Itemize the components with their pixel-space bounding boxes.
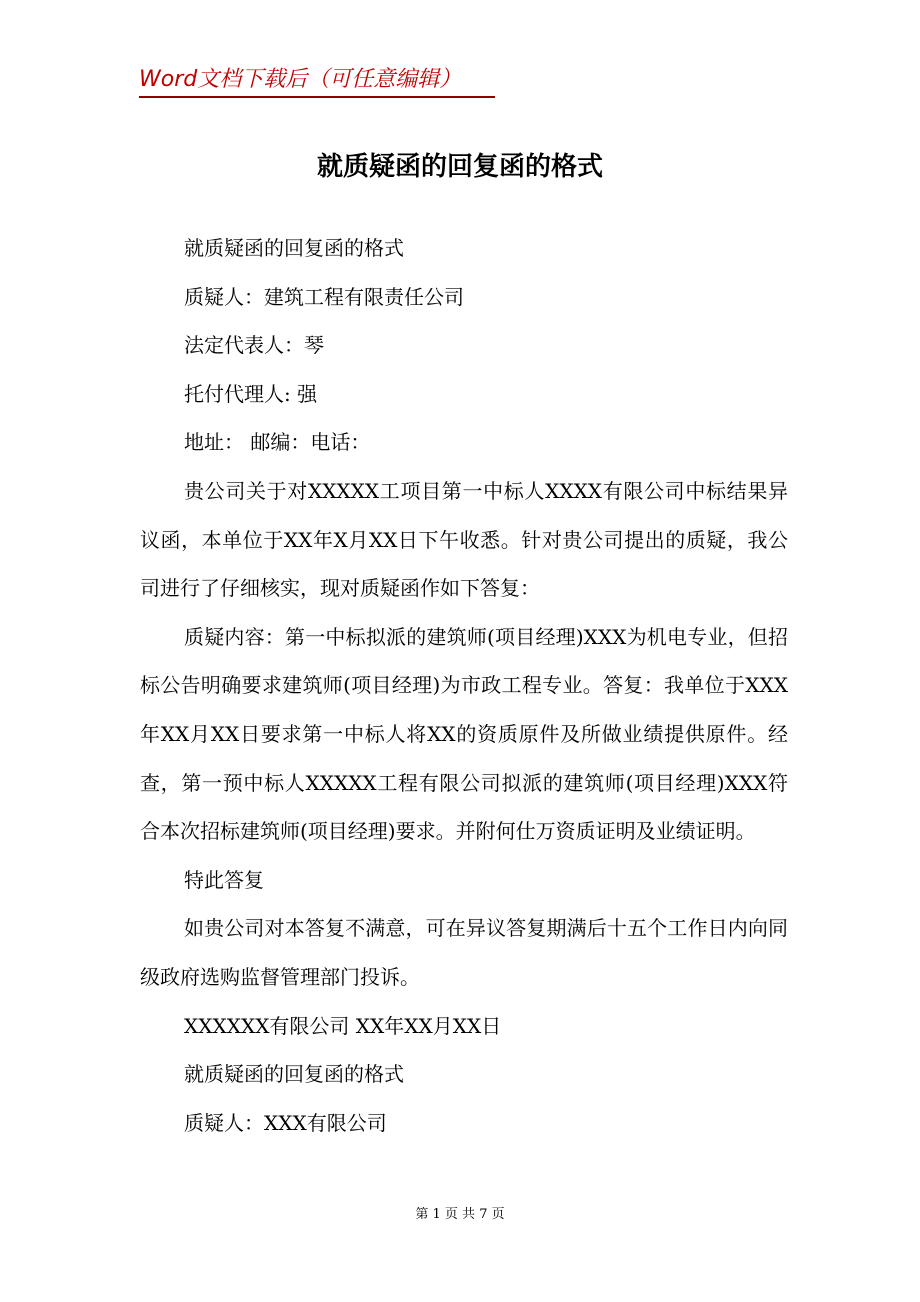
page-number-footer: 第 1 页 共 7 页 — [415, 1207, 505, 1222]
paragraph-acknowledgement: 贵公司关于对XXXXX工项目第一中标人XXXX有限公司中标结果异议函，本单位于XX年X月XX日下午收悉。针对贵公司提出的质疑，我公司进行了仔细核实，现对质疑函作如下答复： — [140, 478, 788, 601]
paragraph-reply-closing: 特此答复 — [184, 867, 264, 892]
paragraph-challenger: 质疑人：建筑工程有限责任公司 — [184, 284, 464, 309]
paragraph-authorized-agent: 托付代理人: 强 — [184, 381, 318, 406]
paragraph-complaint-notice: 如贵公司对本答复不满意，可在异议答复期满后十五个工作日内向同级政府选购监督管理部门投诉。 — [140, 916, 788, 989]
paragraph-subtitle: 就质疑函的回复函的格式 — [184, 236, 404, 260]
paragraph-second-subtitle: 就质疑函的回复函的格式 — [184, 1062, 404, 1087]
paragraph-contact-info: 地址： 邮编：电话： — [184, 430, 371, 455]
paragraph-signature-date: XXXXXX有限公司 XX年XX月XX日 — [184, 1013, 502, 1038]
document-body — [140, 224, 788, 1147]
paragraph-challenge-content: 质疑内容：第一中标拟派的建筑师(项目经理)XXX为机电专业，但招标公告明确要求建筑师(项目经理)为市政工程专业。答复：我单位于XXX年XX月XX日要求第一中标人将XX的资质原件及所做业绩提供原件。经查，第一预中标人XXXXX工程有限公司拟派的建筑师(项目经理)XXX符合本次招标建筑师(项目经理)要求。并附何仕万资质证明及业绩证明。 — [140, 624, 788, 844]
download-banner-text: Word文档下载后（可任意编辑） — [139, 67, 462, 92]
paragraph-second-challenger: 质疑人：XXX有限公司 — [184, 1110, 387, 1135]
document-title: 就质疑函的回复函的格式 — [316, 152, 603, 182]
paragraph-legal-representative: 法定代表人：琴 — [184, 333, 324, 358]
download-banner — [139, 66, 495, 98]
